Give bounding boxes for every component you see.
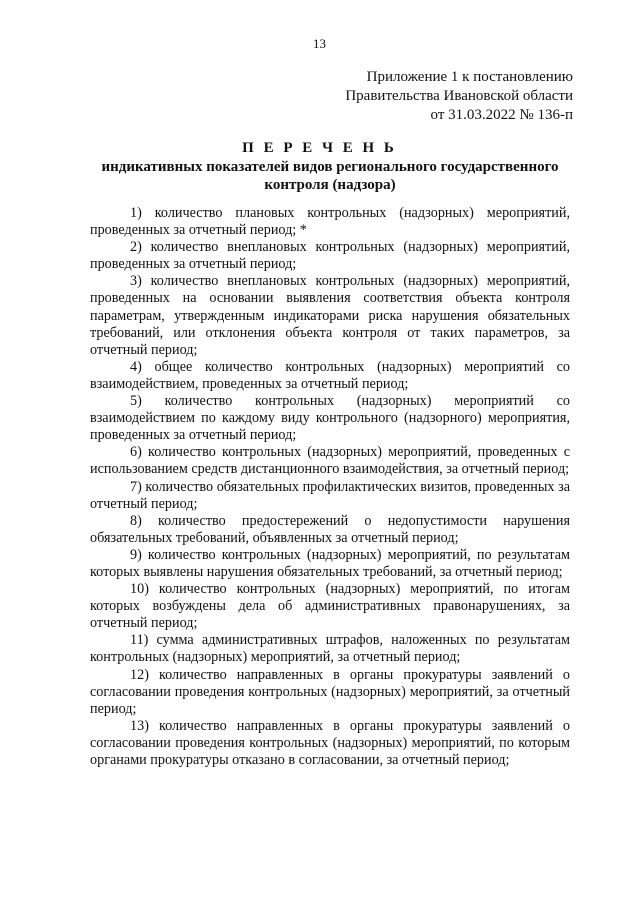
document-title: П Е Р Е Ч Е Н Ь (242, 140, 397, 156)
list-item: 3) количество внеплановых контрольных (надзорных) мероприятий, проведенных на основании выявления соответствия объекта контроля параметрам, утвержденным индикаторами риска нарушения обязательных требований, или отклонения объекта контроля от таких параметров, за отчетный период; (90, 273, 570, 358)
list-item: 4) общее количество контрольных (надзорных) мероприятий со взаимодействием, проведенных за отчетный период; (90, 358, 570, 392)
list-item: 10) количество контрольных (надзорных) мероприятий, по итогам которых возбуждены дела об административных правонарушениях, за отчетный период; (90, 581, 570, 632)
list-item: 12) количество направленных в органы прокуратуры заявлений о согласовании проведения контрольных (надзорных) мероприятий, за отчетный период; (90, 666, 570, 717)
appendix-line-2: Правительства Ивановской области (345, 88, 573, 104)
list-item: 11) сумма административных штрафов, наложенных по результатам контрольных (надзорных) мероприятий, за отчетный период; (90, 632, 570, 666)
appendix-block (345, 68, 573, 125)
document-subtitle: индикативных показателей видов регионального государственного контроля (надзора) (101, 159, 559, 193)
list-item: 13) количество направленных в органы прокуратуры заявлений о согласовании проведения контрольных (надзорных) мероприятий, по которым органами прокуратуры отказано в согласовании, за отчетный период; (90, 717, 570, 768)
list-item: 1) количество плановых контрольных (надзорных) мероприятий, проведенных за отчетный период; * (90, 205, 570, 239)
list-item: 2) количество внеплановых контрольных (надзорных) мероприятий, проведенных за отчетный период; (90, 239, 570, 273)
list-item: 6) количество контрольных (надзорных) мероприятий, проведенных с использованием средств дистанционного взаимодействия, за отчетный период; (90, 444, 570, 478)
list-item: 8) количество предостережений о недопустимости нарушения обязательных требований, объявленных за отчетный период; (90, 512, 570, 546)
appendix-line-3: от 31.03.2022 № 136-п (430, 107, 573, 123)
list-item: 7) количество обязательных профилактических визитов, проведенных за отчетный период; (90, 478, 570, 512)
indicator-list (90, 205, 570, 769)
list-item: 9) количество контрольных (надзорных) мероприятий, по результатам которых выявлены нарушения обязательных требований, за отчетный период; (90, 546, 570, 580)
appendix-line-1: Приложение 1 к постановлению (366, 69, 573, 85)
list-item: 5) количество контрольных (надзорных) мероприятий со взаимодействием по каждому виду контрольного (надзорного) мероприятия, проведенных за отчетный период; (90, 393, 570, 444)
page-number: 13 (313, 36, 326, 51)
